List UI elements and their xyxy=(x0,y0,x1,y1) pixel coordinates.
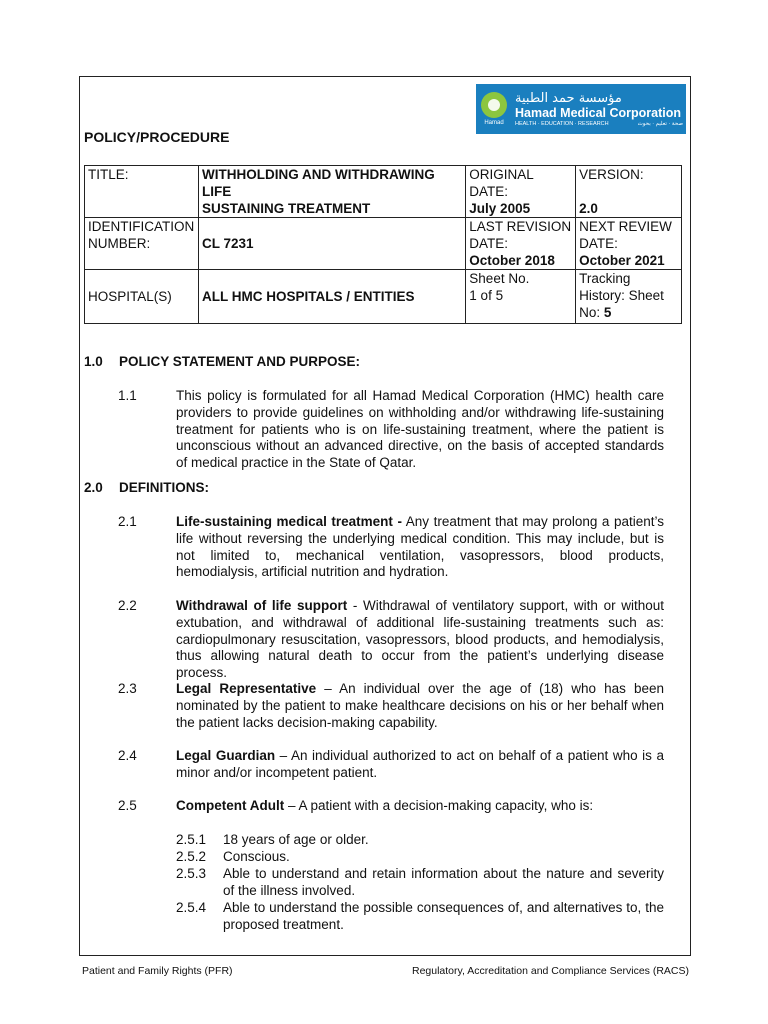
definition-item: 2.4 Legal Guardian – An individual authorized to act on behalf of a patient who is a minor and/or incompetent patient. xyxy=(118,748,664,780)
last-revision-cell: LAST REVISION DATE: October 2018 xyxy=(466,218,576,270)
footer-right: Regulatory, Accreditation and Compliance Services (RACS) xyxy=(411,965,689,977)
logo-tagline-ar: صحة · تعليم · بحوث xyxy=(637,120,683,127)
emblem-label: Hamad xyxy=(484,120,504,126)
footer-left: Patient and Family Rights (PFR) xyxy=(82,965,233,977)
title-label-cell: TITLE: xyxy=(85,166,199,218)
document-heading: POLICY/PROCEDURE xyxy=(84,129,230,145)
definition-item: 2.5 Competent Adult – A patient with a decision-making capacity, who is: xyxy=(118,798,594,813)
logo-english-name: Hamad Medical Corporation xyxy=(515,105,681,120)
definition-item: 2.1 Life-sustaining medical treatment - Any treatment that may prolong a patient’s life without reversing the underlying medical condition. This may include, but is not limited to, mechanical ventilation, vasopressors, blood products, hemodialysis, artificial nutrition and hydration. xyxy=(118,514,665,580)
logo-tagline-en: HEALTH · EDUCATION · RESEARCH xyxy=(515,120,609,127)
next-review-cell: NEXT REVIEW DATE: October 2021 xyxy=(576,218,682,270)
hmc-emblem-icon xyxy=(479,87,509,131)
policy-info-table xyxy=(84,165,682,324)
version-cell: VERSION: 2.0 xyxy=(576,166,682,218)
logo-arabic-name: مؤسسة حمد الطبية xyxy=(515,90,622,106)
id-value-cell: CL 7231 xyxy=(198,218,465,270)
definition-item: 2.2 Withdrawal of life support - Withdrawal of ventilatory support, with or without extubation, and withdrawal of additional life-sustaining treatments such as: cardiopulmonary resuscitation, vasopressors, blood products, and hemodialysis, thus allowing natural death to occur from the patient’s underlying disease process. xyxy=(118,598,664,681)
hospital-label-cell: HOSPITAL(S) xyxy=(85,270,199,324)
competent-adult-criterion: 2.5.4 Able to understand the possible consequences of, and alternatives to, the proposed treatment. xyxy=(176,900,664,932)
definition-item: 2.3 Legal Representative – An individual over the age of (18) who has been nominated by the patient to make healthcare decisions on his or her behalf when the patient lacks decision-making capability. xyxy=(118,681,664,730)
competent-adult-criterion: 2.5.3 Able to understand and retain information about the nature and severity of the illness involved. xyxy=(176,866,664,898)
hospital-value-cell: ALL HMC HOSPITALS / ENTITIES xyxy=(198,270,465,324)
section-2-heading: 2.0 DEFINITIONS: xyxy=(84,480,209,495)
section-1-heading: 1.0 POLICY STATEMENT AND PURPOSE: xyxy=(84,354,361,369)
tracking-cell: Tracking History: Sheet No: 5 xyxy=(576,270,682,324)
sheet-cell: Sheet No. 1 of 5 xyxy=(466,270,576,324)
title-value-cell: WITHHOLDING AND WITHDRAWING LIFE SUSTAINING TREATMENT xyxy=(198,166,465,218)
competent-adult-criterion: 2.5.1 18 years of age or older. xyxy=(176,832,369,847)
original-date-cell: ORIGINAL DATE: July 2005 xyxy=(466,166,576,218)
hmc-logo xyxy=(476,84,686,134)
id-label-cell: IDENTIFICATION NUMBER: xyxy=(85,218,199,270)
section-1-item: 1.1 This policy is formulated for all Hamad Medical Corporation (HMC) health care providers to provide guidelines on withholding and/or withdrawing life-sustaining treatment for patients who is on life-sustaining treatment, where the patient is unconscious without an advanced directive, on the basis of accepted standards of medical practice in the State of Qatar. xyxy=(118,388,664,471)
competent-adult-criterion: 2.5.2 Conscious. xyxy=(176,849,290,864)
purpose-text: This policy is formulated for all Hamad Medical Corporation (HMC) health care providers to provide guidelines on withholding and/or withdrawing life-sustaining treatment for patients who is on life-sustaining treatment, where the patient is unconscious without an advanced directive, on the basis of accepted standards of medical practice in the State of Qatar. xyxy=(176,388,664,471)
